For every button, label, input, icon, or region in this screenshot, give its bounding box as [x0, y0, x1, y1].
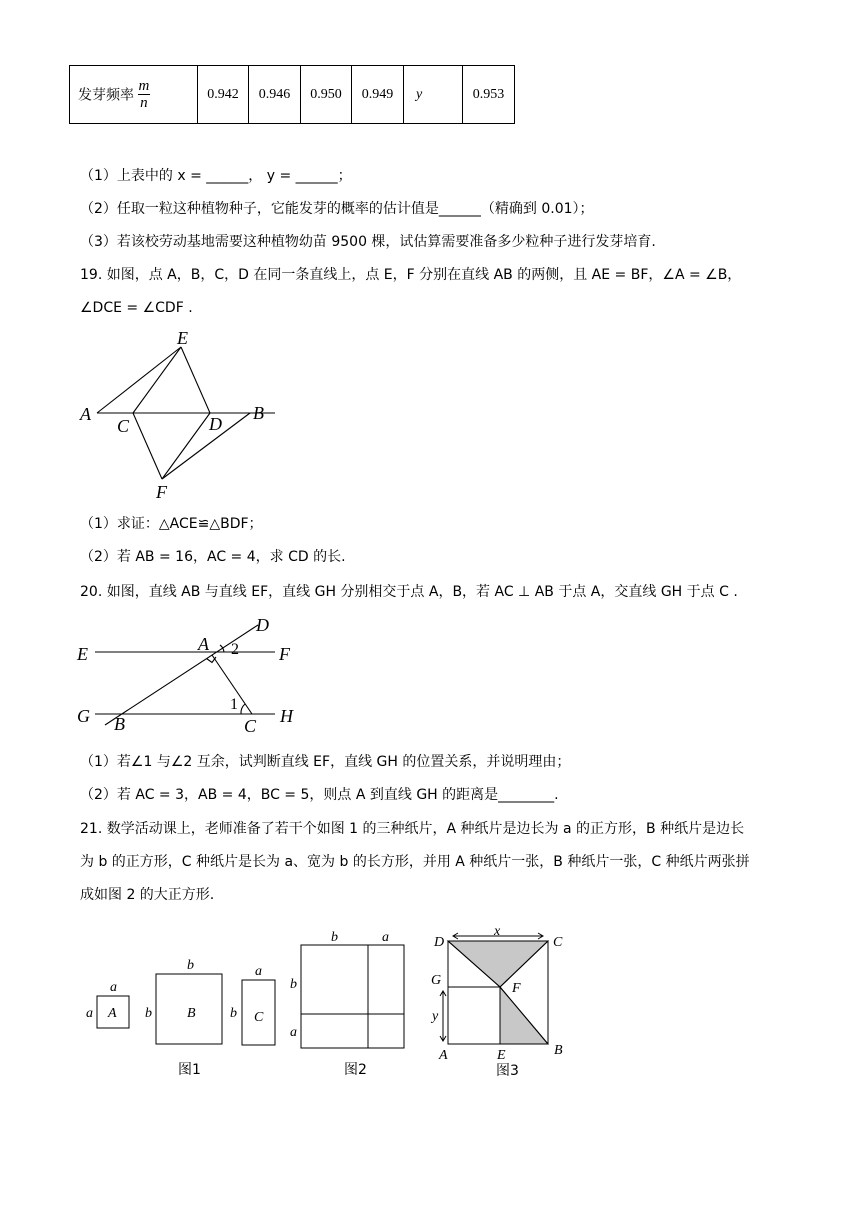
- fig2-caption: 图2: [344, 1062, 367, 1078]
- fig1-label-a-top: a: [110, 980, 117, 995]
- fig2-label-a-top: a: [382, 930, 389, 945]
- q18-part3: （3）若该校劳动基地需要这种植物幼苗 9500 棵，试估算需要准备多少粒种子进行发芽培育.: [80, 234, 656, 250]
- table-cell: 0.942: [198, 66, 249, 124]
- frequency-table: [69, 65, 515, 124]
- label-c: C: [117, 416, 130, 436]
- q21-stem-line3: 成如图 2 的大正方形.: [80, 887, 215, 903]
- fig3-label-y: y: [432, 1009, 439, 1024]
- q19-figure: [70, 322, 290, 502]
- q21-stem-line2: 为 b 的正方形，C 种纸片是长为 a、宽为 b 的长方形，并用 A 种纸片一张，B 种纸片一张，C 种纸片两张拼: [80, 854, 750, 870]
- label-angle2: 2: [231, 641, 239, 658]
- label-b: B: [253, 403, 264, 423]
- fig1-label-B: B: [187, 1006, 196, 1021]
- q21-figures: [80, 925, 580, 1085]
- segment-bf: [162, 413, 250, 479]
- fig3-label-C: C: [553, 935, 563, 950]
- fig2-label-b-left: b: [290, 977, 297, 992]
- q18-part2: （2）任取一粒这种植物种子，它能发芽的概率的估计值是______（精确到 0.01）；: [80, 201, 594, 217]
- fig3-label-B: B: [554, 1043, 563, 1058]
- table-cell: 0.953: [463, 66, 515, 124]
- fig3-label-E: E: [497, 1048, 506, 1063]
- label-f: F: [279, 644, 290, 664]
- fig3-label-x: x: [494, 925, 501, 939]
- table-row: [70, 66, 515, 124]
- table-cell: 0.949: [352, 66, 404, 124]
- label-a: A: [198, 634, 209, 654]
- label-d: D: [256, 615, 269, 635]
- q20-part2: （2）若 AC = 3，AB = 4，BC = 5，则点 A 到直线 GH 的距离是________.: [80, 787, 559, 803]
- fig3-label-D: D: [434, 935, 445, 950]
- q20-part1: （1）若∠1 与∠2 互余，试判断直线 EF，直线 GH 的位置关系，并说明理由；: [80, 754, 571, 770]
- row-label: 发芽频率: [78, 87, 134, 104]
- label-h: H: [280, 706, 293, 726]
- segment-df: [162, 413, 210, 479]
- shaded-top-triangle: [448, 941, 548, 987]
- fig1-label-C: C: [254, 1010, 264, 1025]
- fig3-label-A: A: [439, 1048, 448, 1063]
- q19-part1: （1）求证：△ACE≌△BDF；: [80, 516, 263, 532]
- fig1-label-A: A: [108, 1006, 117, 1021]
- q19-part2: （2）若 AB = 16，AC = 4，求 CD 的长.: [80, 549, 346, 565]
- fig1-label-a-c: a: [255, 964, 262, 979]
- row-header: [70, 66, 198, 124]
- label-b: B: [114, 714, 125, 734]
- table-cell: 0.950: [301, 66, 352, 124]
- fig3-label-G: G: [431, 973, 442, 988]
- label-angle1: 1: [230, 696, 238, 713]
- fig1-label-a-left: a: [86, 1006, 93, 1021]
- label-g: G: [77, 706, 90, 726]
- q20-figure: [70, 612, 310, 737]
- fraction-m-over-n: $\frac{m}{n}$: [138, 78, 150, 111]
- segment-ae: [97, 347, 181, 413]
- segment-de: [181, 347, 210, 413]
- fig3-label-F: F: [512, 981, 521, 996]
- fig1-label-b-c: b: [230, 1006, 237, 1021]
- table-cell: 0.946: [249, 66, 301, 124]
- fig1-label-b-top: b: [187, 958, 194, 973]
- angle1-arc: [241, 704, 245, 714]
- label-a: A: [80, 404, 91, 424]
- figure-2: [301, 945, 404, 1048]
- fig3-caption: 图3: [496, 1063, 519, 1079]
- q18-part1: （1）上表中的 x = ______， y = ______；: [80, 168, 352, 184]
- q21-stem-line1: 21. 数学活动课上，老师准备了若干个如图 1 的三种纸片，A 种纸片是边长为 a 的正方形，B 种纸片是边长: [80, 821, 745, 837]
- label-e: E: [177, 328, 188, 348]
- q20-stem: 20. 如图，直线 AB 与直线 EF，直线 GH 分别相交于点 A，B，若 AC ⊥ AB 于点 A，交直线 GH 于点 C .: [80, 584, 738, 600]
- fig2-label-b-top: b: [331, 930, 338, 945]
- q19-stem: 19. 如图，点 A，B，C，D 在同一条直线上，点 E，F 分别在直线 AB 的两侧，且 AE = BF，∠A = ∠B，: [80, 267, 742, 283]
- big-square: [301, 945, 404, 1048]
- fig1-label-b-left: b: [145, 1006, 152, 1021]
- fig1-caption: 图1: [178, 1062, 201, 1078]
- label-e: E: [77, 644, 88, 664]
- segment-cf: [133, 413, 162, 479]
- table-cell: y: [404, 66, 463, 124]
- q19-stem-cont: ∠DCE = ∠CDF .: [80, 300, 193, 316]
- figure-1: [97, 974, 275, 1045]
- label-f: F: [156, 482, 167, 502]
- segment-ce: [133, 347, 181, 413]
- figure-3: [430, 925, 563, 1079]
- fig2-label-a-left: a: [290, 1025, 297, 1040]
- label-c: C: [244, 716, 257, 736]
- label-d: D: [209, 414, 222, 434]
